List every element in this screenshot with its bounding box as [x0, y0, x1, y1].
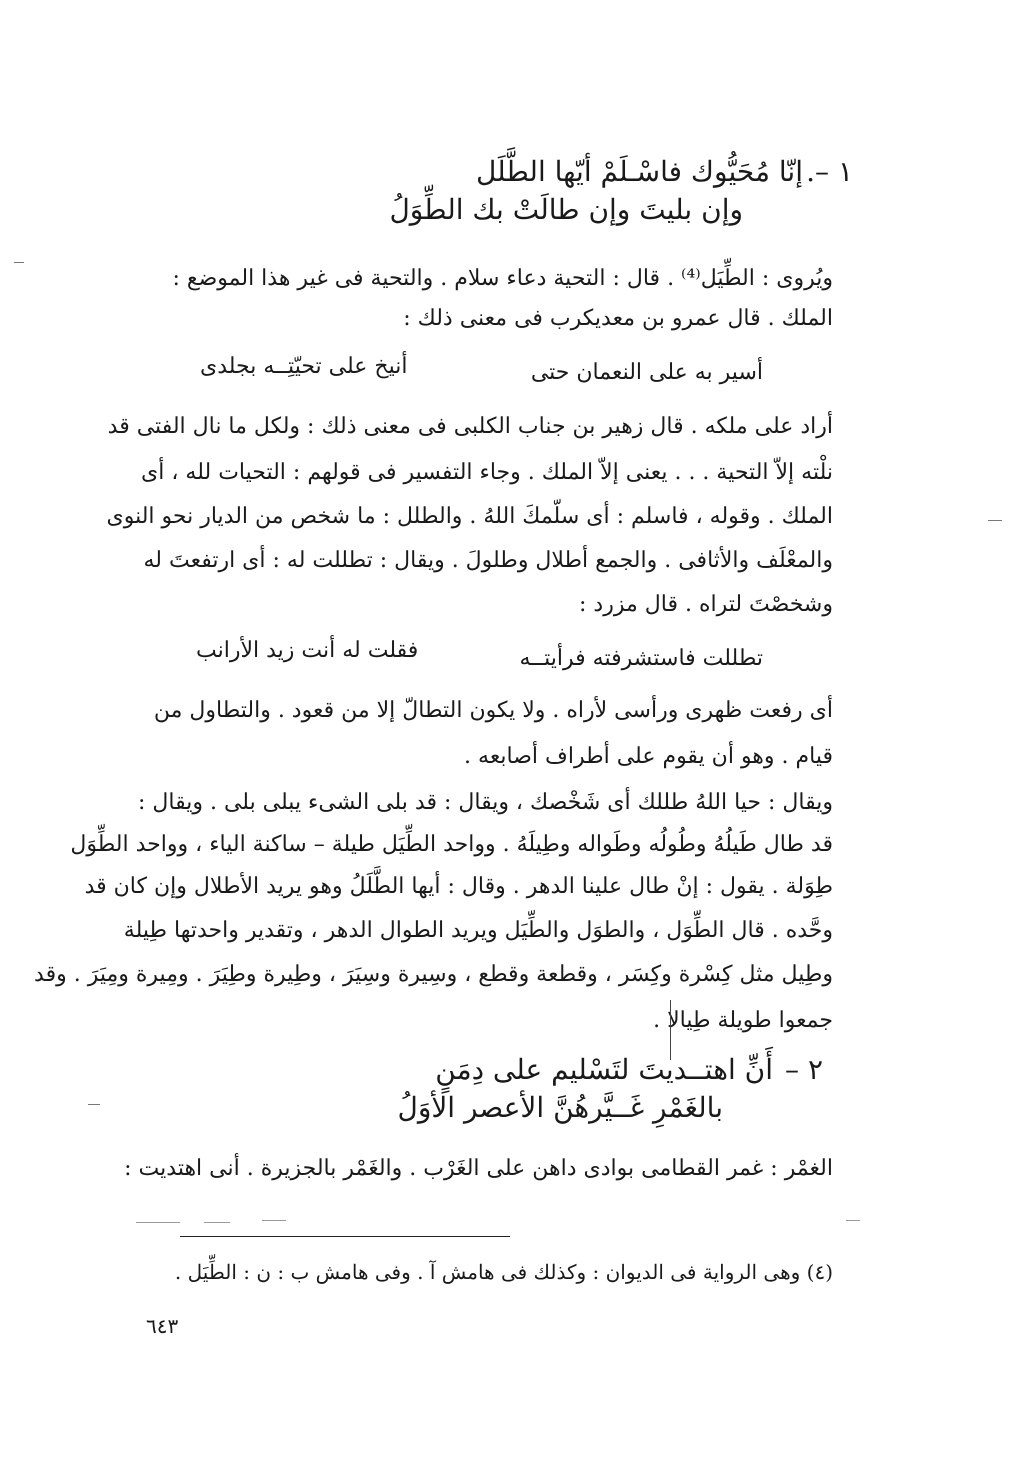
verse-1-first-hemistich: إنّا مُحَيُّوك فاسْـلَمْ أيّها الطَّلَل — [475, 155, 803, 188]
scan-dash — [204, 1222, 230, 1223]
verse-1-number: ١ –. — [806, 155, 853, 188]
footnote: (٤) وهى الرواية فى الديوان : وكذلك فى هامش آ . وفى هامش ب : ن : الطِّيَل . — [174, 1260, 833, 1284]
commentary-line: نلْته إلاّ التحية . . . يعنى إلاّ الملك . وجاء التفسير فى قولهم : التحيات لله ، أى — [141, 460, 833, 485]
commentary-line: الغمْر : غمر القطامى بوادى داهن على الغَرْب . والغَمْر بالجزيرة . أنى اهتديت : — [124, 1156, 833, 1181]
verse-2-second-hemistich: بالغَمْرِ غَــيَّرهُنَّ الأعصر الأوَلُ — [397, 1091, 723, 1124]
commentary-line: وشخصْتَ لتراه . قال مزرد : — [579, 592, 833, 617]
commentary-line: ويقال : حيا اللهُ طللك أى شَخْصك ، ويقال : قد بلى الشىء يبلى بلى . ويقال : — [138, 790, 833, 815]
verse-2-first-hemistich: أَنِّ اهتــديتَ لتَسْليم على دِمَنٍ — [435, 1053, 773, 1086]
commentary-line: والمعْلَف والأثافى . والجمع أطلال وطلولَ . ويقال : تطللت له : أى ارتفعتَ له — [143, 548, 833, 573]
scan-edge-mark — [88, 1104, 100, 1105]
commentary-line: الملك . وقوله ، فاسلم : أى سلّمكَ اللهُ . والطلل : ما شخص من الديار نحو النوى — [106, 504, 833, 529]
verse-2-number: ٢ – — [785, 1053, 823, 1086]
commentary-line: أراد على ملكه . قال زهير بن جناب الكلبى فى معنى ذلك : ولكل ما نال الفتى قد — [107, 414, 833, 439]
quote-2-second-hemistich: فقلت له أنت زيد الأرانب — [196, 638, 419, 663]
footnote-separator — [180, 1236, 510, 1237]
commentary-line: جمعوا طويلة طِيالا . — [653, 1008, 833, 1033]
scan-artifact-line — [670, 1000, 671, 1060]
scan-edge-mark — [988, 520, 1002, 521]
commentary-line: قد طال طَيلُهُ وطُولُه وطَواله وطِيلَهُ . وواحد الطِّيَل طيلة – ساكنة الياء ، وواحد الطِّوَل — [70, 832, 833, 857]
scan-dash — [136, 1222, 180, 1223]
page-number: ٦٤٣ — [146, 1314, 179, 1338]
commentary-line: قيام . وهو أن يقوم على أطراف أصابعه . — [464, 744, 833, 769]
commentary-line: وحَّده . قال الطِّوَل ، والطوَل والطِّيَل ويريد الطوال الدهر ، وتقدير واحدتها طِيلة — [123, 918, 833, 943]
scan-dash — [846, 1220, 860, 1221]
quote-1-first-hemistich: أسير به على النعمان حتى — [530, 360, 763, 385]
commentary-line: ويُروى : الطِّيَل⁽⁴⁾ . قال : التحية دعاء سلام . والتحية فى غير هذا الموضع : — [172, 266, 833, 291]
verse-1-second-hemistich: وإن بليتَ وإن طالَتْ بك الطِّوَلُ — [389, 193, 743, 226]
quote-2-first-hemistich: تطللت فاستشرفته فرأيتــه — [519, 646, 763, 671]
quote-1-second-hemistich: أنيخ على تحيّتِــه بجلدى — [200, 354, 408, 379]
commentary-line: وطِيل مثل كِسْرة وكِسَر ، وقطعة وقطع ، وسِيرة وسِيَرَ ، وطِيرة وطِيَرَ . ومِيرة ومِيَرَ . وقد — [34, 962, 833, 987]
commentary-line: الملك . قال عمرو بن معديكرب فى معنى ذلك : — [403, 306, 833, 331]
commentary-line: أى رفعت ظهرى ورأسى لأراه . ولا يكون التطالّ إلا من قعود . والتطاول من — [153, 698, 833, 723]
scan-dash — [262, 1220, 286, 1221]
commentary-line: طِوَلة . يقول : إنْ طال علينا الدهر . وقال : أيها الطَّلَلُ وهو يريد الأطلال وإن كان قد — [84, 874, 833, 899]
scan-edge-mark — [14, 262, 24, 263]
